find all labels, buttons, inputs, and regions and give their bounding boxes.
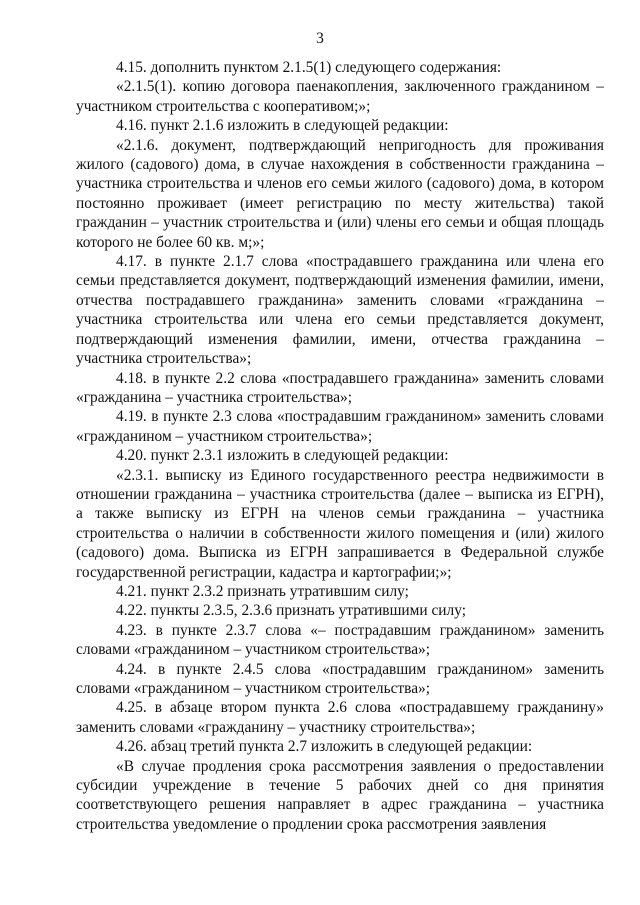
paragraph-4-20: 4.20. пункт 2.3.1 изложить в следующей редакции: <box>116 447 449 465</box>
paragraph-4-22: 4.22. пункты 2.3.5, 2.3.6 признать утратившими силу; <box>116 602 466 620</box>
paragraph-4-18: 4.18. в пункте 2.2 слова «пострадавшего гражданина» заменить словами «гражданина – участника строительства»; <box>76 369 604 406</box>
paragraph-4-15: 4.15. дополнить пунктом 2.1.5(1) следующего содержания: <box>116 59 502 76</box>
paragraph-4-24: 4.24. в пункте 2.4.5 слова «пострадавшим гражданином» заменить словами «гражданином – участником строительства»; <box>76 660 604 697</box>
paragraph-quote-2-1-6: «2.1.6. документ, подтверждающий непригодность для проживания жилого (садового) дома, в случае нахождения в собственности гражданина – участника строительства и членов его семьи жилого (садового) дома, в котором постоянно проживает (имеет регистрацию по месту жительства) такой гражданин – участник строительства и (или) члены его семьи и общая площадь которого не более 60 кв. м;»; <box>76 136 604 251</box>
paragraph-quote-2-7: «В случае продления срока рассмотрения заявления о предоставлении субсидии учреждение в течение 5 рабочих дней со дня принятия соответствующего решения направляет в адрес гражданина – участника строительства уведомление о продлении срока рассмотрения заявления <box>76 757 604 833</box>
paragraph-4-21: 4.21. пункт 2.3.2 признать утратившим силу; <box>116 582 409 600</box>
paragraph-4-16: 4.16. пункт 2.1.6 изложить в следующей редакции: <box>116 117 449 135</box>
paragraph-4-26: 4.26. абзац третий пункта 2.7 изложить в следующей редакции: <box>116 738 533 756</box>
page-number: 3 <box>316 30 324 47</box>
paragraph-quote-2-3-1: «2.3.1. выписку из Единого государственного реестра недвижимости в отношении гражданина – участника строительства (далее – выписка из ЕГРН), а также выписку из ЕГРН на членов семьи гражданина – участника строительства о наличии в собственности жилого помещения и (или) жилого (садового) дома. Выписка из ЕГРН запрашивается в Федеральной службе государственной регистрации, кадастра и картографии;»; <box>76 466 604 581</box>
paragraph-4-17: 4.17. в пункте 2.1.7 слова «пострадавшего гражданина или члена его семьи представляется документ, подтверждающий изменения фамилии, имени, отчества пострадавшего гражданина» заменить словами «гражданина – участника строительства или члена его семьи представляется документ, подтверждающий изменения фамилии, имени, отчества гражданина – участника строительства»; <box>76 253 604 368</box>
paragraph-4-23: 4.23. в пункте 2.3.7 слова «– пострадавшим гражданином» заменить словами «гражданином – участником строительства»; <box>76 621 604 659</box>
paragraph-4-25: 4.25. в абзаце втором пункта 2.6 слова «пострадавшему гражданину» заменить словами «гражданину – участнику строительства»; <box>76 699 604 736</box>
paragraph-quote-2-1-5-1: «2.1.5(1). копию договора паенакопления, заключенного гражданином – участником строительства с кооперативом;»; <box>76 78 604 115</box>
document-body <box>76 58 604 834</box>
paragraph-4-19: 4.19. в пункте 2.3 слова «пострадавшим гражданином» заменить словами «гражданином – участником строительства»; <box>76 408 604 445</box>
